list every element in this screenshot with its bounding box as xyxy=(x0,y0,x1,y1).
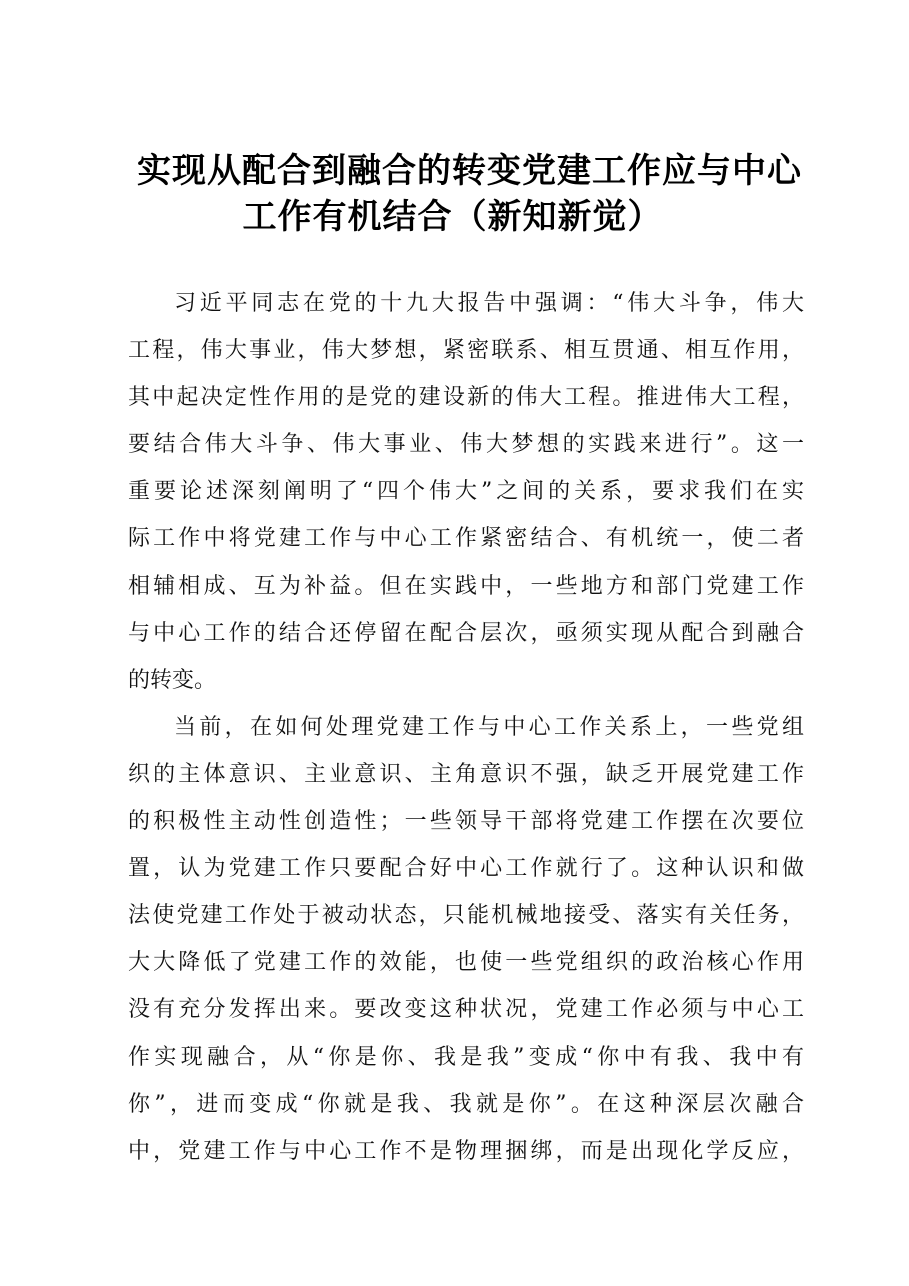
text-line: 要结合伟大斗争、伟大事业、伟大梦想的实践来进行”。这一 xyxy=(128,432,804,458)
text-line: 的转变。 xyxy=(128,667,217,693)
paragraph-1 xyxy=(128,280,804,704)
text-line: 当前，在如何处理党建工作与中心工作关系上，一些党组 xyxy=(174,714,804,740)
text-line: 置，认为党建工作只要配合好中心工作就行了。这种认识和做 xyxy=(128,856,804,882)
text-line: 中，党建工作与中心工作不是物理捆绑，而是出现化学反应， xyxy=(128,1138,804,1164)
paragraph-2 xyxy=(128,704,804,1175)
text-line: 没有充分发挥出来。要改变这种状况，党建工作必须与中心工 xyxy=(128,997,804,1023)
text-line: 织的主体意识、主业意识、主角意识不强，缺乏开展党建工作 xyxy=(128,761,804,787)
title-line-2: 工作有机结合（新知新觉） xyxy=(242,197,663,237)
text-line: 作实现融合，从“你是你、我是我”变成“你中有我、我中有 xyxy=(128,1044,804,1070)
text-line: 相辅相成、互为补益。但在实践中，一些地方和部门党建工作 xyxy=(128,573,804,599)
text-line: 习近平同志在党的十九大报告中强调：“伟大斗争，伟大 xyxy=(174,291,804,316)
text-line: 的积极性主动性创造性；一些领导干部将党建工作摆在次要位 xyxy=(128,809,804,835)
text-line: 你”，进而变成“你就是我、我就是你”。在这种深层次融合 xyxy=(128,1091,804,1117)
text-line: 际工作中将党建工作与中心工作紧密结合、有机统一，使二者 xyxy=(128,526,804,552)
text-line: 大大降低了党建工作的效能，也使一些党组织的政治核心作用 xyxy=(128,950,804,976)
text-line: 重要论述深刻阐明了“四个伟大”之间的关系，要求我们在实 xyxy=(128,479,804,505)
text-line: 工程，伟大事业，伟大梦想，紧密联系、相互贯通、相互作用， xyxy=(128,338,804,364)
article-title xyxy=(0,148,909,240)
text-line: 与中心工作的结合还停留在配合层次，亟须实现从配合到融合 xyxy=(128,620,804,646)
text-line: 其中起决定性作用的是党的建设新的伟大工程。推进伟大工程， xyxy=(128,385,804,411)
title-line-1: 实现从配合到融合的转变党建工作应与中心 xyxy=(137,151,802,191)
article-body xyxy=(128,280,804,1175)
text-line: 法使党建工作处于被动状态，只能机械地接受、落实有关任务， xyxy=(128,903,804,929)
